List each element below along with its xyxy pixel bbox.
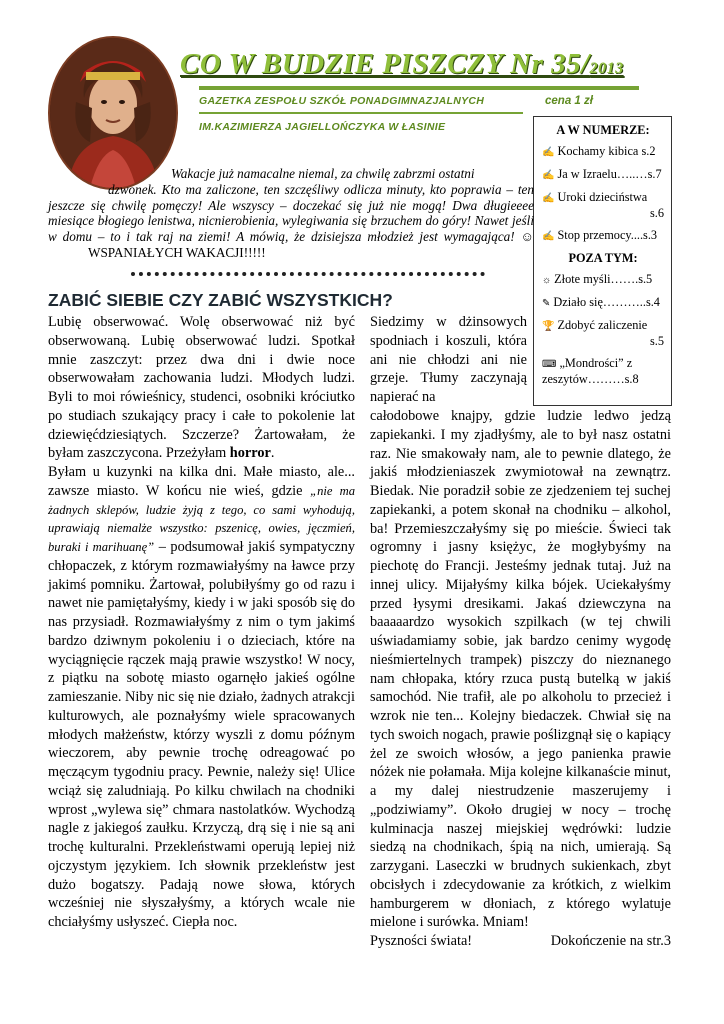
article-paragraph <box>48 313 355 463</box>
contents-item-label: Działo się………..s.4 <box>553 295 660 309</box>
intro-body: dzwonek. Kto ma zaliczone, ten szczęśliwy odlicza minuty, kto poprawia – ten jeszcze się chwilę pomęczy! Ale wszyscy – doczekać się już nie mogą! Dwa długieeee miesiące błogiego lenistwa, nicnierobienia, wylegiwania się brzuchem do góry! Nawet jeśli w domu – to i tak raj na ziemi! A mówią, że dzisiejsza młodzież jest wymagająca! <box>48 181 534 245</box>
contents-item-label: Kochamy kibica s.2 <box>557 144 656 158</box>
intro-text <box>48 166 534 261</box>
contents-item <box>542 190 664 221</box>
hand-icon: ✍ <box>542 231 555 242</box>
price-label: cena 1 zł <box>545 95 593 107</box>
smiley-icon: ☺ <box>520 229 534 245</box>
school-name: GAZETKA ZESPOŁU SZKÓŁ PONADGIMNAZJALNYCH <box>199 95 485 107</box>
hand-icon: ✍ <box>542 193 555 204</box>
intro-closing: WSPANIAŁYCH WAKACJI!!!!! <box>88 244 266 260</box>
article-text: Pyszności świata! <box>370 933 473 949</box>
article-column-left <box>48 313 355 932</box>
article-column-right <box>370 407 671 951</box>
contents-item-label: Stop przemocy....s.3 <box>557 228 658 242</box>
pencil-icon: ✎ <box>542 298 551 309</box>
title-text: CO W BUDZIE PISZCZY Nr 35/ <box>180 48 590 80</box>
hand-icon: ✍ <box>542 147 555 158</box>
contents-item-page: s.5 <box>649 334 664 348</box>
contents-item-label: Złote myśli…….s.5 <box>554 272 653 286</box>
contents-item <box>542 272 664 288</box>
contents-item-page: s.6 <box>649 206 664 220</box>
intro-line-1: Wakacje już namacalne niemal, za chwilę zabrzmi ostatni <box>171 166 475 181</box>
article-text: całodobowe knajpy, gdzie ludzie ledwo jedzą zapiekanki. I my zjadłyśmy, ale to był nasz ostatni raz. Nie smakowały nam, ale to pewnie dlatego, że jakiś młodzieniaszek zwymiotował na zewnątrz. Biedak. Nie poradził sobie ze zjedzeniem tej suchej zapiekanki, a potem skonał na chodniku – alkohol, ba! Przemieszczałyśmy się po mieście. Świeci tak ogromny i jasny księżyc, że mogłybyśmy na piechotę do Francji. Jesteśmy jednak tutaj. Już na innej ulicy. Mijałyśmy kilka bójek. Uciekałyśmy przed łysymi dresikami. Jakaś dziewczyna na baaaaardzo wysokich szpilkach (w tej chwili uświadamiamy sobie, jak bardzo cenimy wygodę nieśmiertelnych trampek) piszczy do nieznanego nam chłopaka, który rzuca pustą butelką w jakiś samochód. Nie trafił, ale po alkoholu to przecież i wzrok nie ten... Kolejny biedaczek. Chwiał się na tych swoich nogach, prawie poślizgnął się o kapiący żel ze swoich włosów, a jego panienka prawie nóżek nie połamała. Mija kolejne kilkanaście minut, a my dalej niestrudzenie maszerujemy i „podziwiamy”. Około drugiej w nocy – trochę kulminacja naszej miejskiej wędrówki: ludzie siedzą na chodnikach, śpią na nich, umierają. Są zarzygani. Laseczki w brudnych sukienkach, zbyt obcisłych i zdecydowanie za krótkich, z wielkim hamburgerem w dłoniach, z którego wylatuje mielone i surówka. Mniam! <box>370 408 671 931</box>
contents-item-label: Ja w Izraelu…..…s.7 <box>557 167 662 181</box>
contents-item-label: „Mondrości” z zeszytów………s.8 <box>542 356 639 386</box>
contents-item <box>542 318 664 349</box>
subtitle-rule <box>199 112 523 114</box>
title-underline-rule <box>199 86 639 90</box>
contents-box <box>533 116 672 406</box>
article-ending <box>370 932 671 951</box>
contents-item <box>542 144 664 160</box>
article-text: Siedzimy w dżinsowych spodniach i koszuli, która ani nie chłodzi ani nie grzeje. Tłumy zaczynają napierać na <box>370 314 527 405</box>
article-text: . <box>270 445 275 462</box>
patron-name: IM.KAZIMIERZA JAGIELLOŃCZYKA W ŁASINIE <box>199 121 446 133</box>
article-text: Lubię obserwować. Wolę obserwować niż być obserwowaną. Lubię obserwować ludzi. Spotkał mnie zaszczyt: przez dwa dni i dwie noce obserwowałam zachowania ludzi. Młodych ludzi. Byli to moi rówieśnicy, studenci, osobniki króciutko po studiach szukający pracy i całe to pokolenie lat dziewięćdziesiątych. Szczerze? Żartowałam, że byłam zaszczycona. Przeżyłam <box>48 314 355 462</box>
contents-item <box>542 295 664 311</box>
continuation-note: Dokończenie na str.3 <box>550 933 671 949</box>
contents-item-label: Uroki dzieciństwa <box>557 190 648 204</box>
article-text: – podsumował jakiś sympatyczny chłopaczek, z którym rozmawiałyśmy na ławce przy jakimś pomniku. Żartował, polubiłyśmy go od razu i nawet nie pamiętałyśmy, kiedy i w jaki sposób się do nas przysiadł. Rozmawiałyśmy z nim o tym jakimś bardzo dziwnym pokoleniu i o dzieciach, które na wyciągnięcie rączek mają prawie wszystko! W nocy, z piątku na sobotę miasto ogarnęło jakieś ogólne zamieszanie. Niby nic się nie działo, żadnych atrakcji kulturowych, ale poznałyśmy wiele spracowanych młodych małżeństw, którzy wyszli z domu późnym wieczorem, aby pewnie trochę odreagować po męczącym tygodniu pracy. Pewnie, należy się! Ulice wciąż się zaludniają. Po kilku chwilach na chodniki wprost „wylewa się” chmara nastolatków. Wychodzą nagle z jakiegoś zaułku. Krzyczą, drą się i nie są ani trochę kulturalni. Przekleństwami operują lepiej niż ojczystym językiem. Ich słownik przekleństw jest dużo bogatszy. Padają nowe słowa, których wcześniej nie słyszałyśmy, a których wcale nie chciałyśmy usłyszeć. Ciepła noc. <box>48 539 356 930</box>
contents-item <box>542 356 664 387</box>
sun-icon: ☼ <box>542 275 552 286</box>
hand-icon: ✍ <box>542 170 555 181</box>
quote-text: „nie ma żadnych sklepów, ludzie żyją z tego, co sami wyhodują, uprawiają niemalże wszystko: pszenicę, owies, jęczmień, buraki i marihuanę” <box>48 483 355 554</box>
dotted-divider <box>131 272 485 276</box>
trophy-icon: 🏆 <box>542 321 555 332</box>
emphasis-text: horror <box>229 445 271 462</box>
newspaper-title <box>180 48 650 81</box>
contents-item-label: Zdobyć zaliczenie <box>557 318 648 332</box>
title-year: 2013 <box>589 60 624 77</box>
article-column-right-top <box>370 313 527 407</box>
contents-item <box>542 167 664 183</box>
article-text: Byłam u kuzynki na kilka dni. Małe miasto, ale... zawsze miasto. W końcu nie wieś, gdzie <box>48 464 355 499</box>
extras-heading: POZA TYM: <box>568 251 638 265</box>
intro-paragraph <box>48 182 534 261</box>
contents-item <box>542 228 664 244</box>
keyboard-icon: ⌨ <box>542 359 557 370</box>
contents-heading: A W NUMERZE: <box>556 123 650 137</box>
article-paragraph <box>48 463 355 932</box>
article-headline: ZABIĆ SIEBIE CZY ZABIĆ WSZYSTKICH? <box>48 290 393 310</box>
